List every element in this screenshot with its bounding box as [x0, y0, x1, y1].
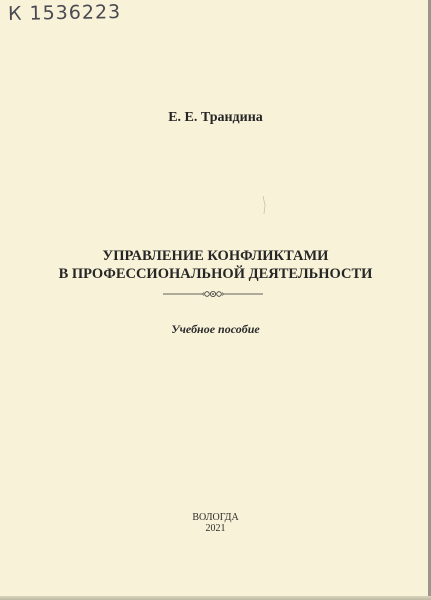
book-title	[0, 247, 431, 283]
publication-city: ВОЛОГДА	[192, 512, 239, 523]
author-name: Е. Е. Трандина	[168, 110, 263, 125]
page-edge-bottom	[0, 596, 431, 600]
inventory-stamp: К 1536223	[7, 1, 122, 25]
book-title-line-2: В ПРОФЕССИОНАЛЬНОЙ ДЕЯТЕЛЬНОСТИ	[58, 266, 373, 282]
book-subtitle: Учебное пособие	[171, 322, 260, 336]
book-title-line-1: УПРАВЛЕНИЕ КОНФЛИКТАМИ	[102, 248, 329, 264]
paper-mark	[262, 196, 266, 214]
publication-year: 2021	[205, 523, 226, 534]
decorative-divider-icon	[163, 289, 263, 299]
